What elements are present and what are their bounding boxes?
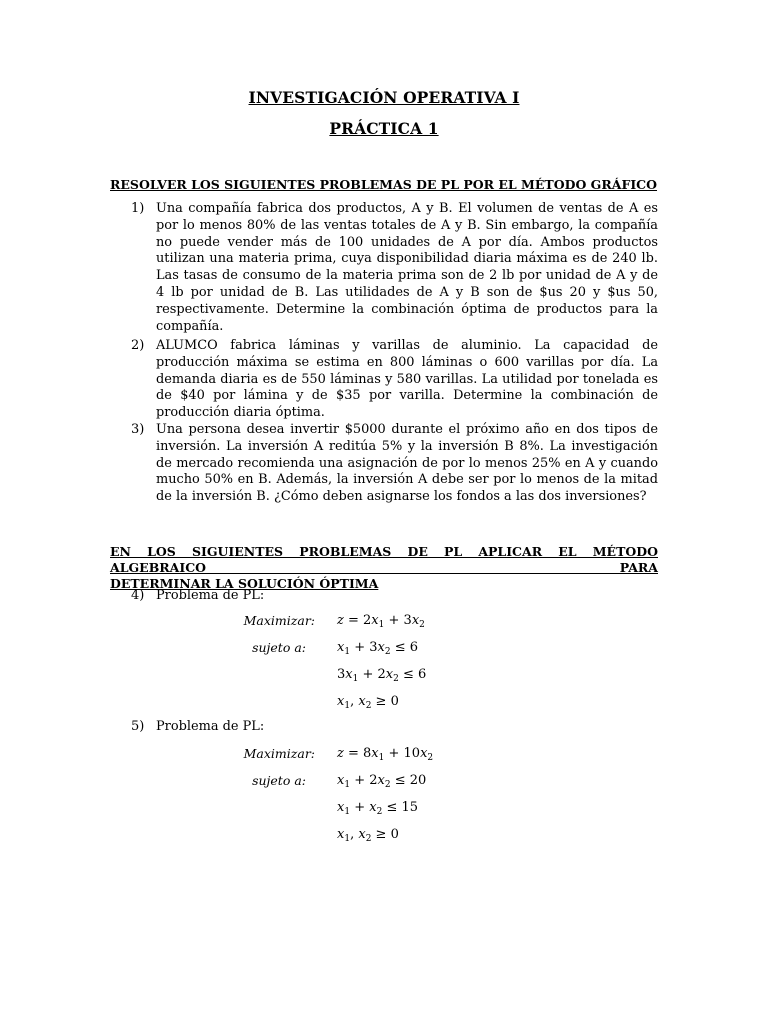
lp-constraint-row — [0, 640, 768, 656]
problem-text: Una persona desea invertir $5000 durante el próximo año en dos tipos de inversión. La inversión A reditúa 5% y la inversión B 8%. La investigación de mercado recomienda una asignación de por lo menos 25% en A y cuando mucho 50% en B. Además, la inversión A debe ser por lo menos de la mitad de la inversión B. ¿Cómo deben asignarse los fondos a las dos inversiones? — [156, 422, 658, 505]
lp-constraint-row — [0, 694, 768, 710]
problem-number: 1) — [131, 201, 145, 216]
section-heading-algebraic-method — [110, 544, 658, 592]
constraints-label: sujeto a: — [252, 640, 306, 655]
objective-label: Maximizar: — [243, 613, 315, 628]
problem-number: 2) — [131, 338, 145, 353]
lp-constraint-row — [0, 773, 768, 789]
objective-function: $z = 2x_1 + 3x_2$ — [337, 613, 425, 630]
lp-objective-row — [0, 613, 768, 629]
constraint: $x_1 + x_2 \le 15$ — [337, 800, 419, 817]
problem-text: Problema de PL: — [156, 719, 265, 734]
lp-constraint-row — [0, 667, 768, 683]
section-heading-line: EN LOS SIGUIENTES PROBLEMAS DE PL APLICAR EL MÉTODO ALGEBRAICO PARA — [110, 544, 658, 575]
problem-text: Una compañía fabrica dos productos, A y B. El volumen de ventas de A es por lo menos 80% de las ventas totales de A y B. Sin embargo, la compañía no puede vender más de 100 unidades de A por día. Ambos productos utilizan una materia prima, cuya disponibilidad diaria máxima es de 240 lb. Las tasas de consumo de la materia prima son de 2 lb por unidad de A y de 4 lb por unidad de B. Las utilidades de A y B son de $us 20 y $us 50, respectivamente. Determine la combinación óptima de productos para la compañía. — [156, 201, 658, 334]
problem-text: ALUMCO fabrica láminas y varillas de aluminio. La capacidad de producción máxima se estima en 800 láminas o 600 varillas por día. La demanda diaria es de 550 láminas y 580 varillas. La utilidad por tonelada es de $40 por lámina y de $35 por varilla. Determine la combinación de producción diaria óptima. — [156, 338, 658, 421]
constraint: $x_1 + 3x_2 \le 6$ — [337, 640, 419, 657]
constraint: $x_1 + 2x_2 \le 20$ — [337, 773, 427, 790]
constraint: $x_1$, $x_2 \ge 0$ — [337, 694, 399, 711]
constraint: $3x_1 + 2x_2 \le 6$ — [337, 667, 427, 684]
lp-constraint-row — [0, 827, 768, 843]
constraints-label: sujeto a: — [252, 773, 306, 788]
constraint: $x_1$, $x_2 \ge 0$ — [337, 827, 399, 844]
lp-objective-row — [0, 746, 768, 762]
problem-text: Problema de PL: — [156, 588, 265, 603]
objective-label: Maximizar: — [243, 746, 315, 761]
section-heading-line: DETERMINAR LA SOLUCIÓN ÓPTIMA — [110, 576, 379, 591]
problem-number: 3) — [131, 422, 145, 437]
lp-constraint-row — [0, 800, 768, 816]
section-heading-graphic-method: RESOLVER LOS SIGUIENTES PROBLEMAS DE PL POR EL MÉTODO GRÁFICO — [110, 177, 658, 192]
document-subtitle: PRÁCTICA 1 — [329, 119, 439, 138]
objective-function: $z = 8x_1 + 10x_2$ — [337, 746, 434, 763]
problem-number: 5) — [131, 719, 145, 734]
document-title: INVESTIGACIÓN OPERATIVA I — [248, 88, 520, 107]
problem-number: 4) — [131, 588, 145, 603]
